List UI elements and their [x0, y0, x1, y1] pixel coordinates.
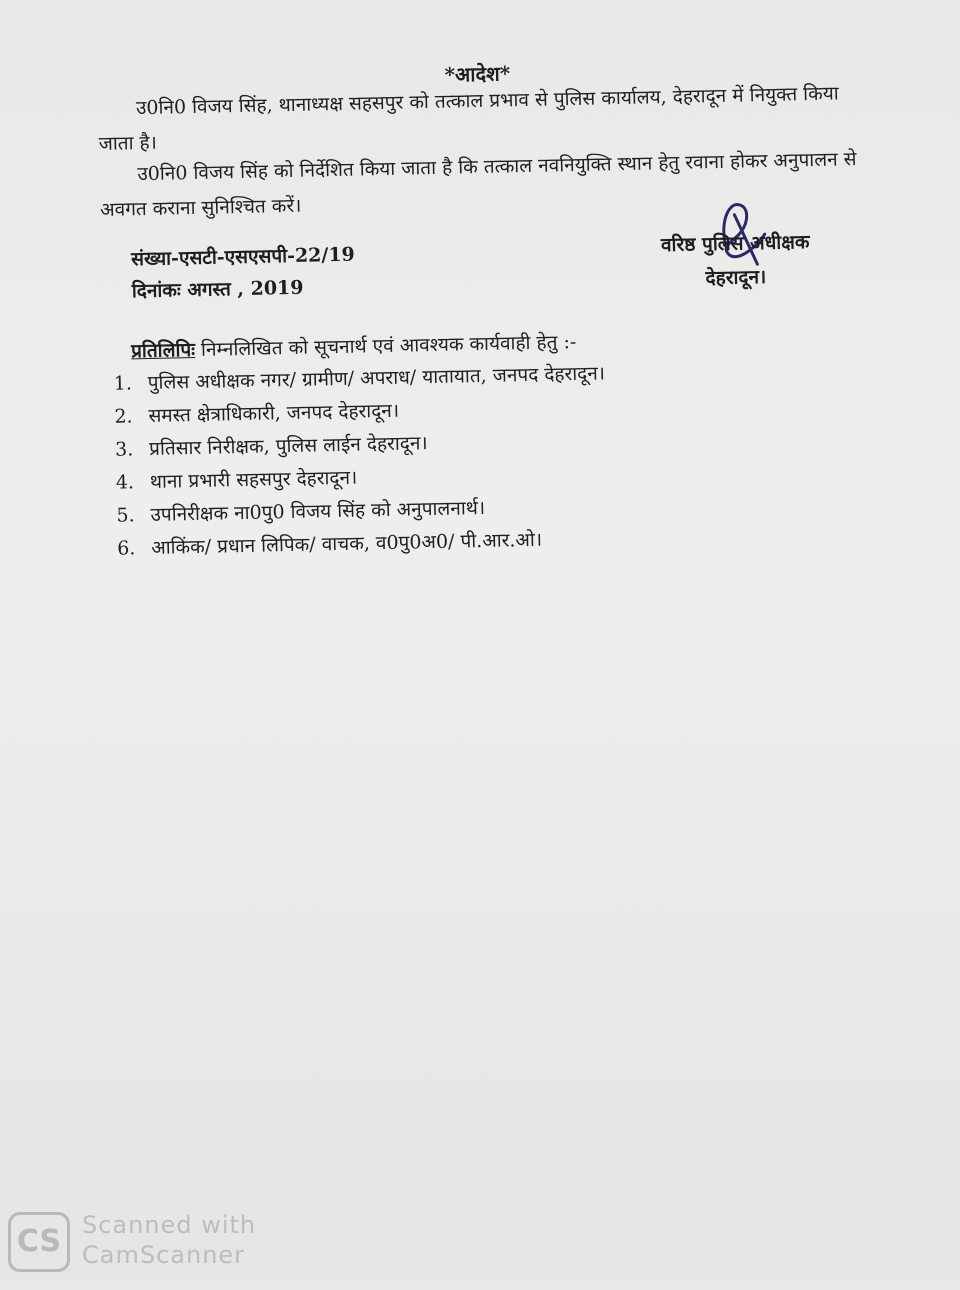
list-item-number: 4.	[115, 471, 135, 494]
list-item-number: 1.	[113, 372, 133, 395]
copy-heading	[131, 328, 577, 363]
list-item-number: 5.	[116, 504, 135, 527]
list-item-text: प्रतिसार निरीक्षक, पुलिस लाईन देहरादून।	[148, 432, 428, 460]
list-item-text: पुलिस अधीक्षक नगर/ ग्रामीण/ अपराध/ यातायात, जनपद देहरादून।	[147, 362, 606, 394]
reference-number: संख्या-एसटी-एसएसपी-22/19	[130, 243, 356, 271]
camscanner-logo-icon: CS	[8, 1212, 70, 1272]
date-line: दिनांकः अगस्त , 2019	[131, 276, 304, 303]
watermark-line-1: Scanned with	[82, 1211, 257, 1239]
copy-label: प्रतिलिपिः	[130, 339, 196, 363]
copy-recipient-list	[113, 357, 608, 565]
signatory-place: देहरादून।	[705, 266, 767, 290]
list-item-number: 3.	[114, 438, 134, 461]
list-item-text: आकिंक/ प्रधान लिपिक/ वाचक, व0पु0अ0/ पी.आर.ओ।	[150, 528, 543, 559]
order-paragraph-1-text: उ0नि0 विजय सिंह, थानाध्यक्ष सहसपुर को तत्काल प्रभाव से पुलिस कार्यालय, देहरादून में नियुक्त किया जाता है।	[98, 82, 839, 155]
signature-block	[661, 225, 811, 296]
list-item-text: समस्त क्षेत्राधिकारी, जनपद देहरादून।	[148, 399, 400, 427]
document-title: *आदेश*	[444, 61, 511, 87]
camscanner-watermark	[82, 1210, 256, 1270]
list-item-text: थाना प्रभारी सहसपुर देहरादून।	[149, 466, 358, 493]
signatory-title: वरिष्ठ पुलिस अधीक्षक	[660, 231, 810, 257]
list-item-number: 2.	[114, 405, 133, 428]
list-item-text: उपनिरीक्षक ना0पु0 विजय सिंह को अनुपालनार्थ।	[150, 496, 486, 526]
watermark-line-2: CamScanner	[82, 1241, 246, 1269]
copy-intro: निम्नलिखित को सूचनार्थ एवं आवश्यक कार्यवाही हेतु :-	[194, 331, 577, 361]
list-item-number: 6.	[116, 537, 136, 560]
order-paragraph-2-text: उ0नि0 विजय सिंह को निर्देशित किया जाता है कि तत्काल नवनियुक्ति स्थान हेतु रवाना होकर अनुपालन से अवगत कराना सुनिश्चित करें।	[99, 148, 857, 221]
